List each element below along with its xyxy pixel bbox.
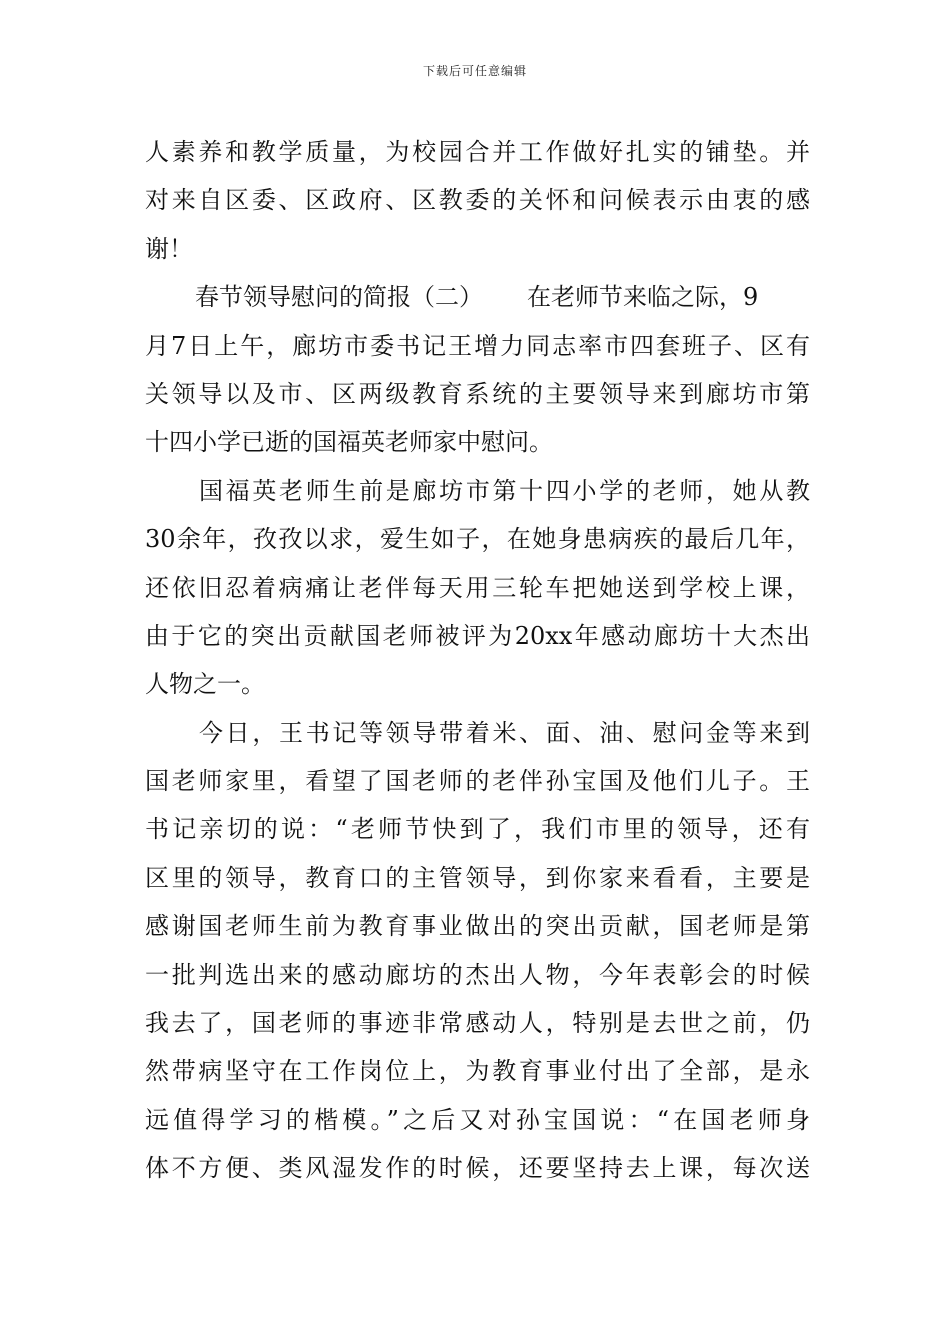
text-line: 30余年，孜孜以求，爱生如子，在她身患病疾的最后几年， — [145, 525, 810, 554]
text-line: 然带病坚守在工作岗位上，为教育事业付出了全部，是永 — [145, 1057, 810, 1086]
text-line: 月7日上午，廊坊市委书记王增力同志率市四套班子、区有 — [145, 331, 810, 360]
text-line: 对来自区委、区政府、区教委的关怀和问候表示由衷的感 — [145, 186, 810, 215]
text-line: 体不方便、类风湿发作的时候，还要坚持去上课，每次送 — [145, 1154, 810, 1183]
text-line: 感谢国老师生前为教育事业做出的突出贡献，国老师是第 — [145, 912, 810, 941]
text-line: 由于它的突出贡献国老师被评为20xx年感动廊坊十大杰出 — [145, 621, 810, 650]
text-line: 十四小学已逝的国福英老师家中慰问。 — [145, 428, 553, 457]
text-line: 谢！ — [145, 234, 193, 263]
text-line: 我去了，国老师的事迹非常感动人，特别是去世之前，仍 — [145, 1009, 810, 1038]
section-title: 春节领导慰问的简报（二） — [195, 283, 483, 312]
text-line: 国福英老师生前是廊坊市第十四小学的老师，她从教 — [199, 476, 810, 505]
text-line: 区里的领导，教育口的主管领导，到你家来看看，主要是 — [145, 863, 810, 892]
text-line: 书记亲切的说：“老师节快到了，我们市里的领导，还有 — [145, 815, 810, 844]
text-fragment: 在老师节来临之际，9 — [527, 283, 759, 312]
document-body — [145, 128, 810, 1193]
text-line: 国老师家里，看望了国老师的老伴孙宝国及他们儿子。王 — [145, 767, 810, 796]
text-line: 一批判选出来的感动廊坊的杰出人物，今年表彰会的时候 — [145, 960, 810, 989]
text-line: 远值得学习的楷模。”之后又对孙宝国说：“在国老师身 — [145, 1105, 810, 1134]
page-header: 下载后可任意编辑 — [422, 64, 527, 78]
text-line — [145, 273, 810, 321]
text-line: 人素养和教学质量，为校园合并工作做好扎实的铺垫。并 — [145, 138, 810, 166]
text-line: 关领导以及市、区两级教育系统的主要领导来到廊坊市第 — [145, 379, 810, 408]
text-line: 今日，王书记等领导带着米、面、油、慰问金等来到 — [199, 718, 810, 747]
text-line: 人物之一。 — [145, 670, 265, 699]
text-line: 还依旧忍着病痛让老伴每天用三轮车把她送到学校上课， — [145, 573, 810, 602]
